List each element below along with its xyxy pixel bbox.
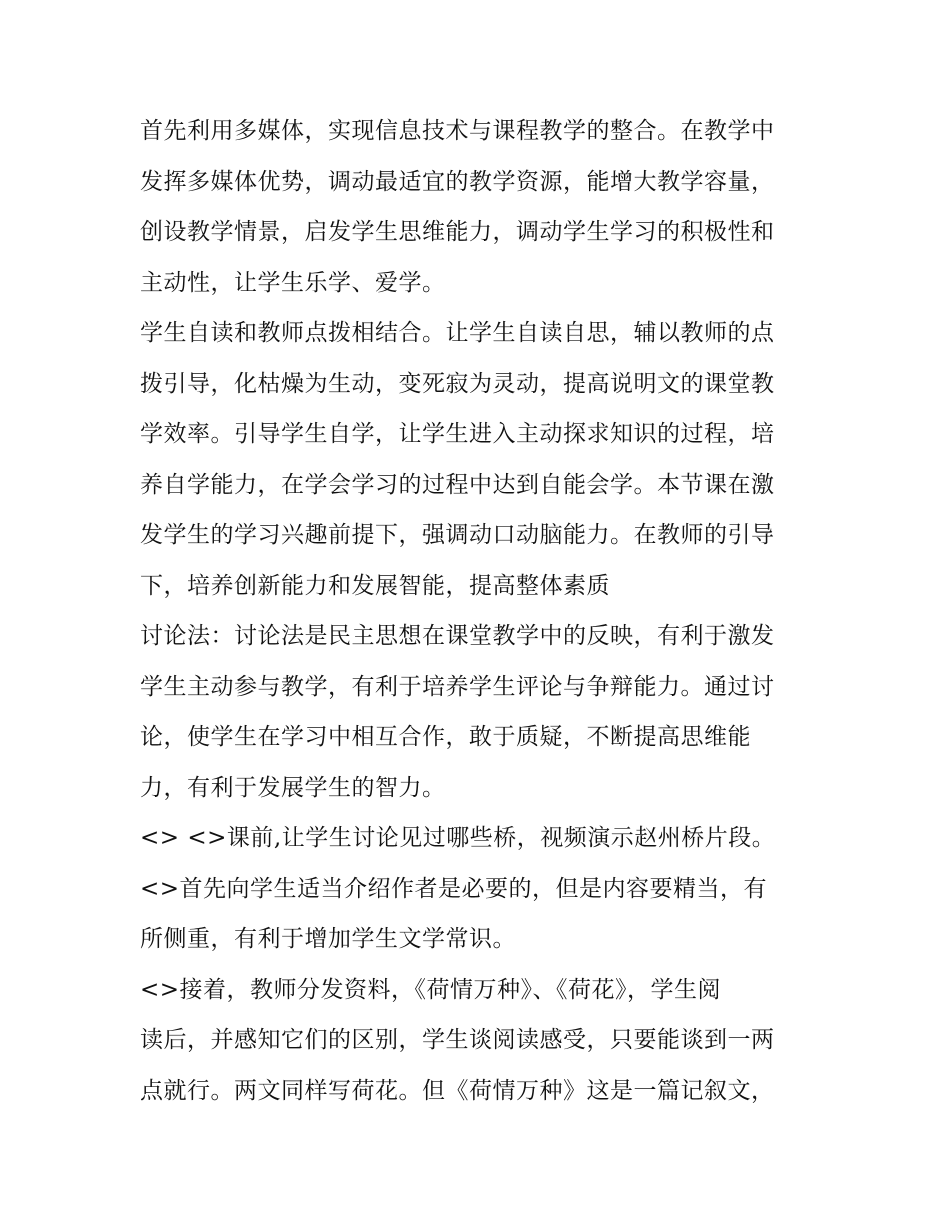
document-body [140, 106, 820, 1116]
paragraph-pre-class: <> <>课前,让学生讨论见过哪些桥，视频演示赵州桥片段。 [140, 825, 776, 851]
paragraph-materials: <>接着，教师分发资料，《荷情万种》、《荷花》，学生阅 读后，并感知它们的区别，学生谈阅读感受，只要能谈到一两 点就行。两文同样写荷花。但《荷情万种》这是一篇记叙文， [140, 976, 775, 1104]
paragraph-discussion-method: 讨论法：讨论法是民主思想在课堂教学中的反映，有利于激发 学生主动参与教学，有利于培养学生评论与争辩能力。通过讨 论，使学生在学习中相互合作，敢于质疑，不断提高思维能 力，有利于发展学生的智力。 [140, 623, 775, 801]
paragraph-author-intro: <>首先向学生适当介绍作者是必要的，但是内容要精当，有 所侧重，有利于增加学生文学常识。 [140, 875, 768, 952]
paragraph-self-reading: 学生自读和教师点拨相结合。让学生自读自思，辅以教师的点 拨引导，化枯燥为生动，变死寂为灵动，提高说明文的课堂教 学效率。引导学生自学，让学生进入主动探求知识的过程，培 养自学能力，在学会学习的过程中达到自能会学。本节课在激 发学生的学习兴趣前提下，强调动口动脑能力。在教师的引导 下，培养创新能力和发展智能，提高整体素质 [140, 320, 775, 599]
paragraph-multimedia: 首先利用多媒体，实现信息技术与课程教学的整合。在教学中 发挥多媒体优势，调动最适宜的教学资源，能增大教学容量， 创设教学情景，启发学生思维能力，调动学生学习的积极性和 主动性，让学生乐学、爱学。 [140, 118, 775, 296]
